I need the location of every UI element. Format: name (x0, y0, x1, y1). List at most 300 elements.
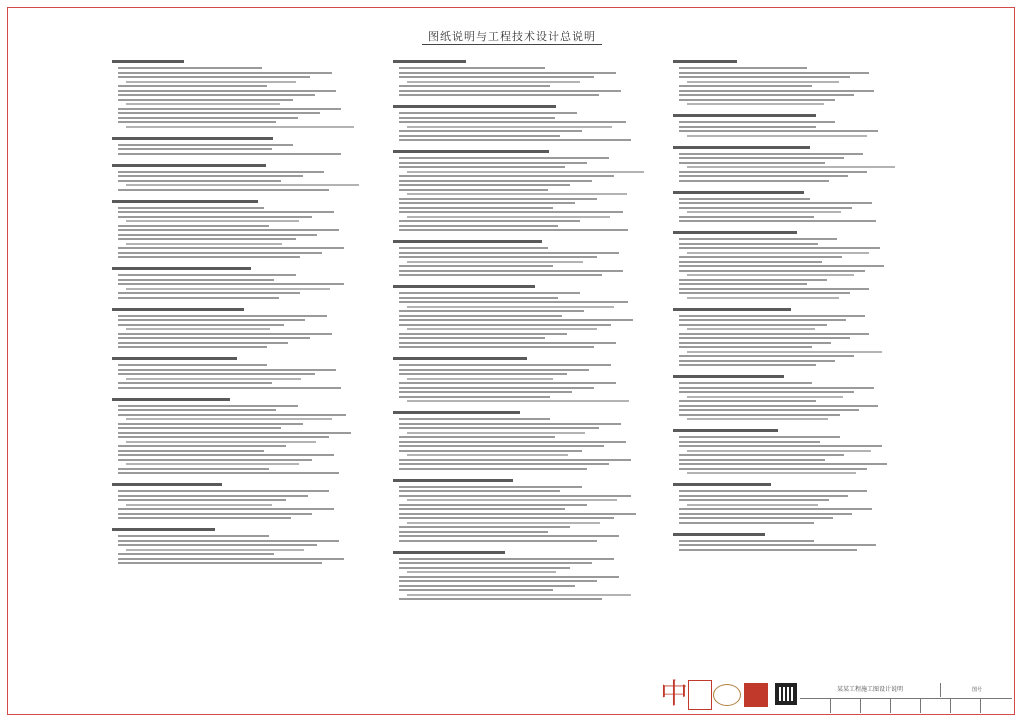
note-section (393, 105, 637, 141)
note-line (679, 441, 820, 443)
note-line (399, 589, 553, 591)
brand-logo-box (688, 680, 712, 710)
note-line (126, 103, 280, 105)
note-line (118, 558, 344, 560)
note-line (399, 256, 597, 258)
note-section (112, 200, 352, 259)
note-line (399, 162, 587, 164)
title-block-drawing-no: 图号 (940, 683, 1013, 697)
note-heading (112, 60, 184, 63)
note-section (673, 375, 887, 420)
note-line (118, 553, 274, 555)
note-line (679, 126, 816, 128)
note-line (399, 220, 580, 222)
note-line (679, 153, 863, 155)
note-line (399, 540, 597, 542)
note-line (118, 117, 298, 119)
note-heading (112, 398, 230, 401)
note-line (118, 99, 293, 101)
title-block-grid (800, 698, 1012, 713)
note-line (118, 517, 291, 519)
note-line (679, 265, 884, 267)
note-line (118, 405, 298, 407)
note-line (399, 468, 587, 470)
note-line (399, 211, 623, 213)
note-heading (673, 60, 737, 63)
note-heading (393, 60, 466, 63)
note-heading (393, 551, 505, 554)
note-line (399, 90, 621, 92)
note-line (399, 292, 580, 294)
note-line (399, 297, 558, 299)
note-line (407, 328, 597, 330)
note-line (118, 315, 327, 317)
note-line (399, 535, 619, 537)
note-line (679, 121, 835, 123)
note-line (687, 450, 871, 452)
note-line (679, 324, 827, 326)
note-line (679, 94, 854, 96)
note-section (112, 60, 352, 128)
note-line (399, 562, 592, 564)
note-line (399, 396, 550, 398)
note-line (118, 535, 269, 537)
note-section (673, 231, 887, 299)
note-line (118, 297, 279, 299)
note-line (399, 252, 619, 254)
note-line (118, 409, 276, 411)
note-section (673, 60, 887, 105)
note-line (126, 184, 359, 186)
note-section (393, 285, 637, 348)
note-line (118, 108, 341, 110)
note-section (112, 398, 352, 475)
note-line (118, 76, 310, 78)
note-line (399, 427, 599, 429)
note-line (399, 166, 565, 168)
note-section (393, 240, 637, 276)
note-line (679, 256, 842, 258)
note-section (112, 528, 352, 564)
note-line (126, 81, 296, 83)
note-line (687, 252, 869, 254)
note-line (399, 382, 616, 384)
note-line (399, 189, 548, 191)
note-line (679, 468, 867, 470)
note-line (118, 216, 312, 218)
note-line (679, 540, 814, 542)
note-line (399, 225, 558, 227)
note-line (118, 207, 264, 209)
note-line (399, 517, 614, 519)
note-heading (673, 533, 765, 536)
note-line (118, 513, 312, 515)
note-line (679, 247, 880, 249)
note-line (118, 544, 317, 546)
note-line (126, 378, 301, 380)
note-line (687, 472, 856, 474)
note-line (407, 499, 617, 501)
note-line (399, 585, 575, 587)
note-section (393, 551, 637, 601)
note-line (118, 562, 322, 564)
note-line (399, 139, 631, 141)
note-line (679, 292, 850, 294)
note-line (118, 436, 329, 438)
note-line (399, 207, 553, 209)
note-line (399, 531, 548, 533)
note-line (407, 261, 583, 263)
note-line (399, 598, 602, 600)
note-line (687, 328, 815, 330)
note-heading (393, 240, 542, 243)
note-line (679, 391, 854, 393)
note-line (679, 360, 835, 362)
note-line (687, 396, 843, 398)
note-section (393, 411, 637, 470)
note-line (679, 85, 812, 87)
note-line (679, 198, 810, 200)
note-line (407, 306, 614, 308)
note-line (118, 324, 284, 326)
note-line (679, 544, 876, 546)
note-line (126, 463, 299, 465)
note-line (399, 301, 628, 303)
note-line (118, 472, 339, 474)
note-section (112, 137, 352, 155)
note-line (687, 297, 839, 299)
note-line (118, 67, 262, 69)
note-line (679, 270, 865, 272)
note-line (679, 315, 865, 317)
note-heading (673, 429, 778, 432)
note-line (679, 72, 869, 74)
note-section (393, 150, 637, 231)
notes-column-1 (112, 58, 352, 573)
note-line (126, 288, 330, 290)
note-line (118, 279, 274, 281)
note-section (112, 267, 352, 299)
note-line (679, 549, 857, 551)
note-line (126, 243, 282, 245)
note-line (407, 126, 612, 128)
note-line (399, 319, 633, 321)
oval-stamp (713, 684, 741, 706)
note-line (399, 130, 582, 132)
note-line (679, 207, 852, 209)
note-line (679, 243, 818, 245)
note-line (118, 292, 300, 294)
note-line (399, 76, 594, 78)
note-line (407, 171, 644, 173)
note-line (407, 432, 585, 434)
note-section (393, 479, 637, 542)
note-line (399, 364, 611, 366)
note-line (407, 216, 610, 218)
note-line (399, 459, 631, 461)
note-line (118, 171, 324, 173)
note-line (118, 346, 267, 348)
note-line (679, 342, 831, 344)
note-line (679, 517, 833, 519)
note-heading (112, 357, 237, 360)
note-line (679, 400, 816, 402)
brand-logo-mark: 中 (660, 677, 689, 710)
note-line (118, 90, 336, 92)
note-line (399, 274, 602, 276)
note-line (679, 180, 829, 182)
note-line (118, 247, 344, 249)
note-line (679, 76, 850, 78)
note-line (399, 441, 626, 443)
note-line (399, 558, 614, 560)
note-line (399, 67, 545, 69)
note-line (399, 567, 570, 569)
note-line (399, 135, 560, 137)
note-line (126, 441, 316, 443)
note-line (118, 414, 346, 416)
note-line (399, 513, 636, 515)
note-line (118, 373, 315, 375)
note-line (679, 238, 837, 240)
note-line (679, 355, 854, 357)
note-line (687, 81, 839, 83)
note-line (118, 175, 303, 177)
note-line (687, 135, 867, 137)
note-line (399, 270, 623, 272)
note-line (118, 153, 341, 155)
note-line (679, 346, 812, 348)
note-line (679, 454, 844, 456)
note-line (118, 468, 269, 470)
note-line (118, 234, 317, 236)
note-line (399, 157, 609, 159)
note-line (118, 495, 308, 497)
note-section (673, 533, 887, 551)
note-line (118, 427, 281, 429)
note-section (112, 357, 352, 389)
note-line (399, 229, 628, 231)
note-line (399, 184, 570, 186)
note-line (118, 121, 276, 123)
note-line (687, 274, 854, 276)
note-line (407, 193, 627, 195)
note-line (679, 382, 812, 384)
note-line (679, 508, 872, 510)
note-heading (112, 267, 251, 270)
note-line (118, 499, 286, 501)
note-line (118, 252, 322, 254)
note-line (118, 274, 296, 276)
note-line (399, 387, 594, 389)
note-line (399, 202, 575, 204)
note-heading (673, 483, 771, 486)
note-line (126, 126, 354, 128)
note-line (399, 175, 614, 177)
note-section (673, 146, 887, 182)
note-heading (393, 479, 513, 482)
note-line (679, 162, 825, 164)
note-line (399, 508, 565, 510)
title-block-project: 某某工程施工图设计说明 (836, 686, 903, 693)
note-line (679, 490, 867, 492)
note-line (399, 346, 594, 348)
note-line (118, 337, 310, 339)
note-line (679, 67, 807, 69)
note-line (399, 333, 567, 335)
note-line (679, 202, 872, 204)
note-line (399, 490, 560, 492)
note-line (679, 337, 850, 339)
note-heading (393, 105, 556, 108)
note-heading (673, 231, 797, 234)
note-line (118, 189, 329, 191)
note-line (407, 594, 631, 596)
note-line (679, 157, 844, 159)
note-line (399, 436, 555, 438)
note-line (407, 81, 580, 83)
note-line (679, 99, 835, 101)
note-heading (112, 308, 244, 311)
note-line (118, 450, 264, 452)
note-line (399, 94, 599, 96)
note-line (679, 261, 822, 263)
note-line (679, 175, 848, 177)
notes-column-2 (393, 58, 637, 609)
note-line (679, 522, 814, 524)
note-line (679, 409, 859, 411)
note-line (687, 211, 841, 213)
note-line (407, 522, 600, 524)
note-line (399, 373, 567, 375)
note-line (679, 414, 840, 416)
note-line (399, 342, 616, 344)
note-line (399, 391, 572, 393)
note-line (126, 418, 332, 420)
note-line (126, 328, 270, 330)
qr-code-icon (775, 683, 797, 705)
note-line (399, 310, 584, 312)
note-line (687, 166, 895, 168)
note-line (399, 580, 597, 582)
note-line (118, 490, 329, 492)
note-section (673, 114, 887, 137)
red-seal-stamp (744, 683, 768, 707)
note-line (118, 229, 339, 231)
note-heading (112, 483, 222, 486)
note-line (407, 378, 553, 380)
note-heading (673, 191, 804, 194)
note-line (399, 315, 562, 317)
note-section (673, 308, 887, 367)
note-line (118, 342, 288, 344)
note-line (399, 369, 589, 371)
note-line (118, 238, 296, 240)
note-line (679, 220, 876, 222)
note-heading (393, 357, 527, 360)
note-line (399, 423, 621, 425)
note-line (118, 94, 315, 96)
note-line (118, 459, 312, 461)
note-line (118, 319, 305, 321)
note-line (118, 144, 293, 146)
note-line (687, 418, 828, 420)
note-line (687, 504, 818, 506)
note-line (118, 540, 339, 542)
note-line (687, 351, 882, 353)
note-line (679, 130, 878, 132)
note-line (118, 112, 320, 114)
note-line (118, 423, 303, 425)
note-line (399, 324, 611, 326)
note-line (399, 180, 592, 182)
note-line (126, 504, 272, 506)
note-line (407, 571, 556, 573)
note-line (679, 387, 874, 389)
note-section (112, 164, 352, 191)
note-line (679, 445, 882, 447)
note-line (687, 103, 824, 105)
note-heading (393, 150, 549, 153)
note-line (118, 283, 344, 285)
note-line (679, 216, 814, 218)
note-line (399, 198, 597, 200)
note-line (399, 72, 616, 74)
note-heading (673, 375, 784, 378)
note-line (679, 288, 869, 290)
note-section (673, 191, 887, 223)
note-line (399, 504, 587, 506)
note-line (399, 117, 555, 119)
note-line (399, 265, 553, 267)
note-line (399, 495, 631, 497)
notes-column-3 (673, 58, 887, 560)
note-line (118, 333, 332, 335)
note-line (399, 526, 570, 528)
note-line (118, 382, 272, 384)
note-heading (393, 285, 535, 288)
note-line (399, 450, 582, 452)
note-line (679, 499, 829, 501)
sheet-title: 图纸说明与工程技术设计总说明 (0, 28, 1024, 44)
note-line (399, 576, 619, 578)
note-line (118, 180, 281, 182)
note-line (679, 90, 874, 92)
note-line (118, 445, 286, 447)
note-line (126, 220, 299, 222)
note-line (679, 436, 840, 438)
note-line (118, 454, 334, 456)
note-line (399, 463, 609, 465)
note-line (399, 85, 550, 87)
note-section (673, 429, 887, 474)
note-line (118, 225, 269, 227)
note-heading (673, 146, 810, 149)
note-line (118, 85, 267, 87)
note-line (399, 247, 548, 249)
note-section (112, 308, 352, 349)
note-line (126, 549, 304, 551)
note-line (679, 405, 878, 407)
note-line (118, 256, 300, 258)
note-line (118, 364, 267, 366)
note-line (118, 508, 334, 510)
note-line (679, 319, 846, 321)
note-line (399, 486, 582, 488)
note-line (399, 418, 550, 420)
note-line (399, 445, 604, 447)
note-line (399, 112, 577, 114)
